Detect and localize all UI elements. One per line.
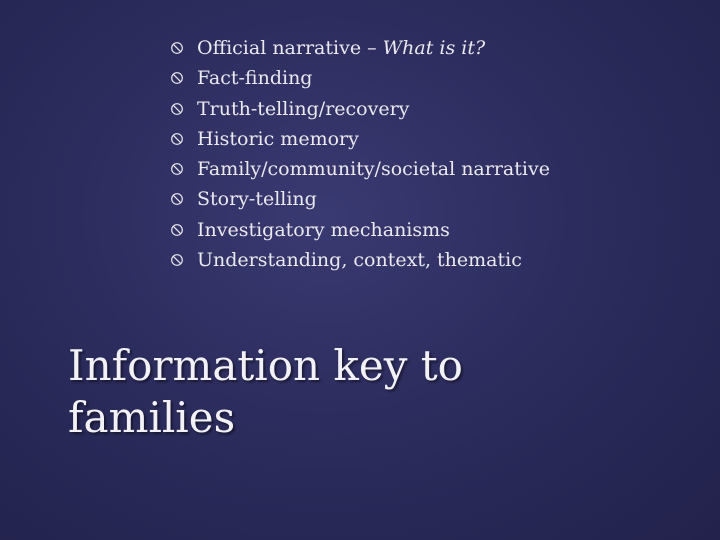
bullet-text: Historic memory xyxy=(197,127,359,150)
title-line-2: families xyxy=(68,393,236,442)
circle-slash-bullet-icon xyxy=(170,132,184,146)
circle-slash-bullet-icon xyxy=(170,192,184,206)
circle-slash-bullet-icon xyxy=(170,162,184,176)
bullet-text: Truth-telling/recovery xyxy=(197,97,410,120)
circle-slash-bullet-icon xyxy=(170,102,184,116)
bullet-text: Investigatory mechanisms xyxy=(197,218,450,241)
title-line-1: Information key to xyxy=(68,341,463,390)
bullet-emphasis: What is it? xyxy=(382,37,486,59)
bullet-text: Understanding, context, thematic xyxy=(197,249,522,272)
circle-slash-bullet-icon xyxy=(170,223,184,237)
slide-title xyxy=(68,340,463,444)
bullet-text: Fact-finding xyxy=(197,67,313,90)
bullet-text: Story-telling xyxy=(197,188,317,211)
circle-slash-bullet-icon xyxy=(170,41,184,55)
bullet-text: Family/community/societal narrative xyxy=(197,158,550,181)
circle-slash-bullet-icon xyxy=(170,71,184,85)
bullet-text: Official narrative – What is it? xyxy=(197,37,486,59)
circle-slash-bullet-icon xyxy=(170,253,184,267)
